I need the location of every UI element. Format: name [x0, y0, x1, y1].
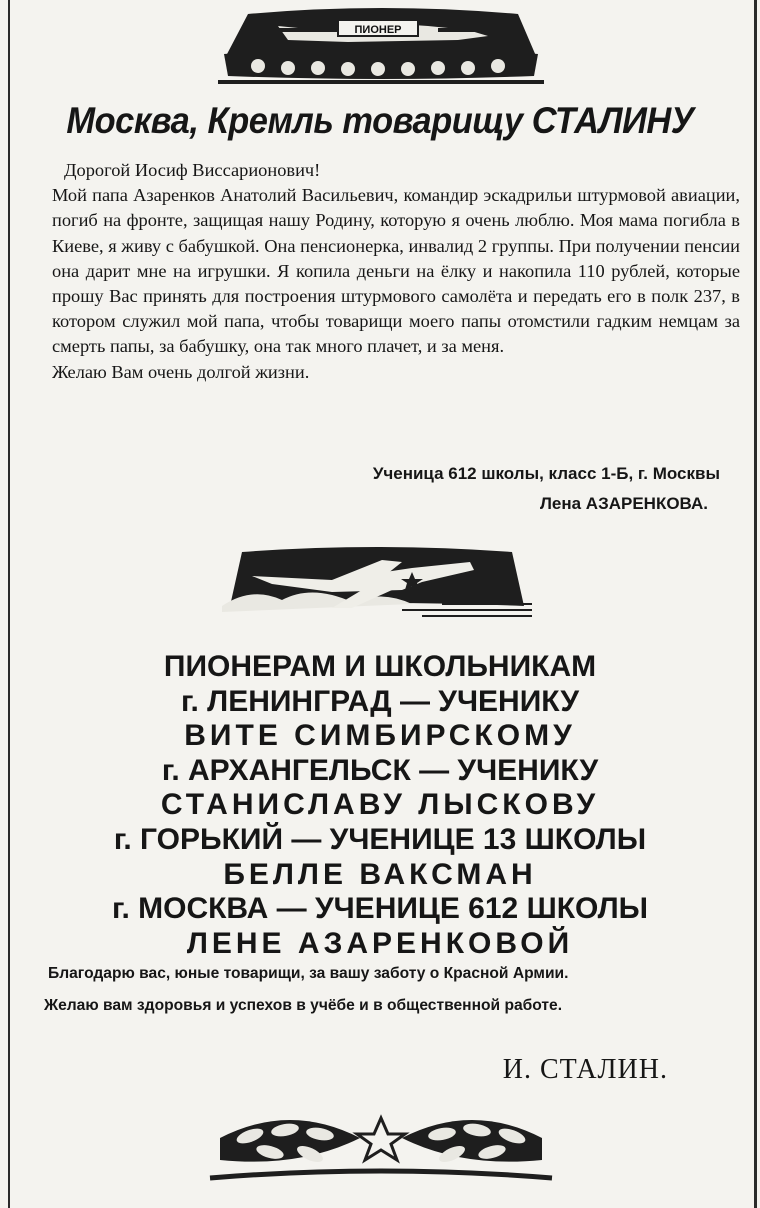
letter-text	[52, 158, 740, 385]
reply-heading-line: СТАНИСЛАВУ ЛЫСКОВУ	[160, 788, 600, 822]
reply-heading-line: ПИОНЕРАМ И ШКОЛЬНИКАМ	[163, 650, 597, 683]
wreath-star-icon	[200, 1098, 562, 1184]
reply-signature: И. СТАЛИН.	[502, 1054, 668, 1085]
tank-label: ПИОНЕР	[354, 24, 402, 36]
reply-heading-line: ЛЕНЕ АЗАРЕНКОВОЙ	[186, 926, 574, 960]
letter-wish: Желаю Вам очень долгой жизни.	[52, 361, 310, 382]
letter-title: Москва, Кремль товарищу СТАЛИНУ	[66, 100, 694, 141]
column-rule-left	[8, 0, 10, 1208]
letter-body: Мой папа Азаренков Анатолий Васильевич, командир эскадрильи штурмовой авиации, погиб на фронте, защищая нашу Родину, которую я очень люблю. Моя мама погибла в Киеве, я живу с бабушкой. Она пенсионерка, инвалид 2 группы. При получении пенсии она дарит мне на игрушки. Я копила деньги на ёлку и накопила 110 рублей, которые прошу Вас принять для построения штурмового самолёта и передать его в полк 237, в котором служил мой папа, чтобы товарищи моего папы отомстили гадким немцам за смерть папы, за бабушку, она так много плачет, и за меня.	[52, 185, 740, 357]
reply-heading-line: г. МОСКВА — УЧЕНИЦЕ 612 ШКОЛЫ	[111, 892, 649, 926]
tank-icon	[218, 6, 544, 84]
column-rule-right	[754, 0, 757, 1208]
letter-greeting: Дорогой Иосиф Виссарионович!	[64, 160, 321, 180]
reply-paragraph-wish: Желаю вам здоровья и успехов в учёбе и в общественной работе.	[44, 997, 563, 1014]
letter-signature-school: Ученица 612 школы, класс 1-Б, г. Москвы	[372, 464, 720, 483]
reply-heading	[20, 650, 740, 961]
reply-heading-line: г. АРХАНГЕЛЬСК — УЧЕНИКУ	[161, 753, 599, 787]
plane-icon	[212, 546, 542, 624]
letter-signature-name: Лена АЗАРЕНКОВА.	[539, 494, 708, 513]
reply-heading-line: г. ЛЕНИНГРАД — УЧЕНИКУ	[180, 684, 579, 718]
reply-paragraph-thanks: Благодарю вас, юные товарищи, за вашу заботу о Красной Армии.	[48, 965, 569, 982]
reply-heading-line: г. ГОРЬКИЙ — УЧЕНИЦЕ 13 ШКОЛЫ	[113, 822, 647, 856]
reply-heading-line: БЕЛЛЕ ВАКСМАН	[223, 857, 537, 891]
reply-heading-line: ВИТЕ СИМБИРСКОМУ	[184, 719, 576, 753]
reply-text	[44, 962, 734, 1018]
